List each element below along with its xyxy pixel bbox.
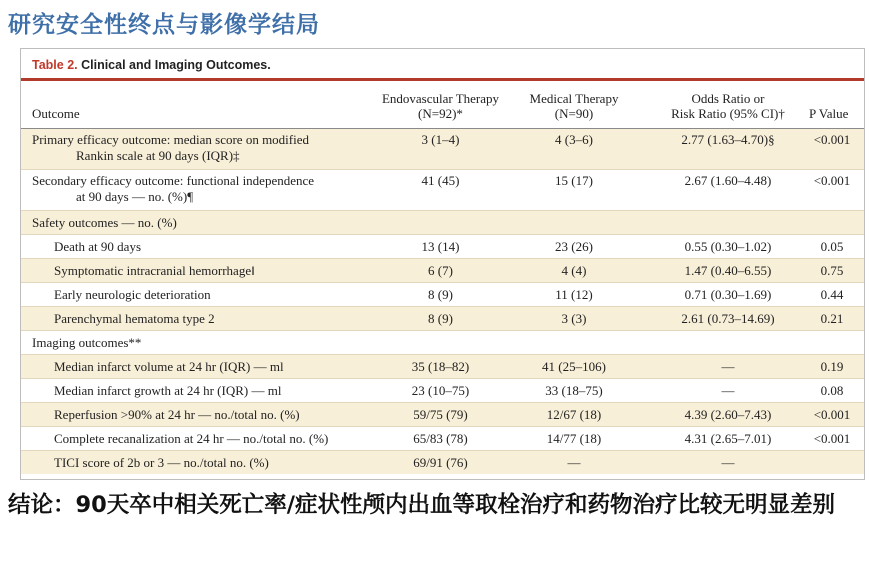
outcomes-table	[20, 48, 865, 480]
odds-ratio-value: 2.67 (1.60–4.48)	[684, 173, 772, 188]
endovascular-value: 3 (1–4)	[421, 132, 460, 147]
endovascular-value: 41 (45)	[421, 173, 460, 188]
table-section-row	[21, 331, 864, 354]
row-label-line1: Secondary efficacy outcome: functional independence	[32, 173, 315, 188]
header-endovascular-name: Endovascular Therapy	[381, 91, 500, 106]
p-value: <0.001	[813, 407, 851, 422]
odds-ratio-value: 4.39 (2.60–7.43)	[684, 407, 772, 422]
table-row	[21, 355, 864, 378]
table-row	[21, 235, 864, 258]
row-label-line2: Rankin scale at 90 days (IQR)‡	[76, 148, 240, 163]
medical-value: 41 (25–106)	[542, 359, 606, 374]
endovascular-value: 59/75 (79)	[413, 407, 468, 422]
conclusion-text: 结论：90天卒中相关死亡率/症状性颅内出血等取栓治疗和药物治疗比较无明显差别	[8, 492, 836, 518]
row-label	[32, 173, 314, 205]
endovascular-value: 65/83 (78)	[413, 431, 468, 446]
endovascular-value: 8 (9)	[428, 287, 453, 302]
header-medical-n: (N=90)	[554, 106, 594, 121]
odds-ratio-value: —	[721, 455, 735, 470]
table-row	[21, 307, 864, 330]
row-label: TICI score of 2b or 3 — no./total no. (%)	[54, 455, 269, 470]
endovascular-value: 23 (10–75)	[411, 383, 470, 398]
endovascular-value: 13 (14)	[421, 239, 460, 254]
odds-ratio-value: —	[721, 359, 735, 374]
table-row	[21, 427, 864, 450]
endovascular-value: 8 (9)	[428, 311, 453, 326]
table-row	[21, 259, 864, 282]
row-label: Death at 90 days	[54, 239, 142, 254]
section-label-safety: Safety outcomes — no. (%)	[32, 215, 177, 230]
row-label: Symptomatic intracranial hemorrhage‖	[54, 263, 255, 278]
row-label: Early neurologic deterioration	[54, 287, 211, 302]
odds-ratio-value: 2.77 (1.63–4.70)§	[681, 132, 775, 147]
header-odds-ratio-l2: Risk Ratio (95% CI)†	[671, 106, 785, 121]
header-endovascular	[373, 91, 508, 121]
table-row	[21, 129, 864, 169]
header-endovascular-n: (N=92)*	[418, 106, 463, 121]
row-label-line2: at 90 days — no. (%)¶	[76, 189, 194, 204]
table-title	[32, 58, 271, 72]
table-body	[21, 129, 864, 474]
endovascular-value: 35 (18–82)	[411, 359, 470, 374]
medical-value: 14/77 (18)	[546, 431, 602, 446]
row-label: Parenchymal hematoma type 2	[54, 311, 215, 326]
odds-ratio-value: 0.71 (0.30–1.69)	[684, 287, 772, 302]
header-odds-ratio	[644, 91, 812, 121]
p-value: <0.001	[813, 431, 851, 446]
odds-ratio-value: 2.61 (0.73–14.69)	[681, 311, 775, 326]
header-odds-ratio-l1: Odds Ratio or	[691, 91, 765, 106]
p-value: <0.001	[813, 132, 851, 147]
table-title-text: Clinical and Imaging Outcomes.	[77, 58, 271, 72]
odds-ratio-value: 0.55 (0.30–1.02)	[684, 239, 772, 254]
row-label	[32, 132, 309, 164]
section-label-imaging: Imaging outcomes**	[32, 335, 142, 350]
endovascular-value: 69/91 (76)	[413, 455, 468, 470]
p-value: 0.21	[820, 311, 844, 326]
medical-value: 23 (26)	[555, 239, 593, 254]
table-row	[21, 379, 864, 402]
medical-value: 4 (4)	[561, 263, 587, 278]
p-value: 0.05	[820, 239, 844, 254]
p-value: 0.75	[820, 263, 844, 278]
medical-value: 33 (18–75)	[545, 383, 603, 398]
odds-ratio-value: —	[721, 383, 735, 398]
row-label: Reperfusion >90% at 24 hr — no./total no. (%)	[54, 407, 300, 422]
header-medical-name: Medical Therapy	[529, 91, 619, 106]
table-number: Table 2.	[32, 58, 78, 72]
medical-value: 3 (3)	[561, 311, 587, 326]
endovascular-value: 6 (7)	[428, 263, 453, 278]
header-outcome: Outcome	[32, 106, 80, 121]
title-rule	[21, 78, 864, 81]
medical-value: 11 (12)	[555, 287, 593, 302]
row-label-line1: Primary efficacy outcome: median score on modified	[32, 132, 309, 147]
row-label: Complete recanalization at 24 hr — no./total no. (%)	[54, 431, 329, 446]
header-p-value: P Value	[809, 106, 849, 121]
medical-value: 4 (3–6)	[555, 132, 593, 147]
medical-value: 15 (17)	[555, 173, 593, 188]
table-row	[21, 283, 864, 306]
medical-value: 12/67 (18)	[546, 407, 602, 422]
row-label: Median infarct volume at 24 hr (IQR) — ml	[54, 359, 284, 374]
table-section-row	[21, 211, 864, 234]
odds-ratio-value: 1.47 (0.40–6.55)	[684, 263, 772, 278]
table-row	[21, 170, 864, 210]
page-heading: 研究安全性终点与影像学结局	[8, 12, 320, 38]
row-label: Median infarct growth at 24 hr (IQR) — ml	[54, 383, 282, 398]
table-row	[21, 403, 864, 426]
p-value: <0.001	[813, 173, 851, 188]
table-row	[21, 451, 864, 474]
p-value: 0.08	[820, 383, 844, 398]
p-value: 0.44	[820, 287, 844, 302]
odds-ratio-value: 4.31 (2.65–7.01)	[684, 431, 772, 446]
p-value: 0.19	[820, 359, 844, 374]
medical-value: —	[567, 455, 581, 470]
header-medical	[509, 91, 639, 121]
